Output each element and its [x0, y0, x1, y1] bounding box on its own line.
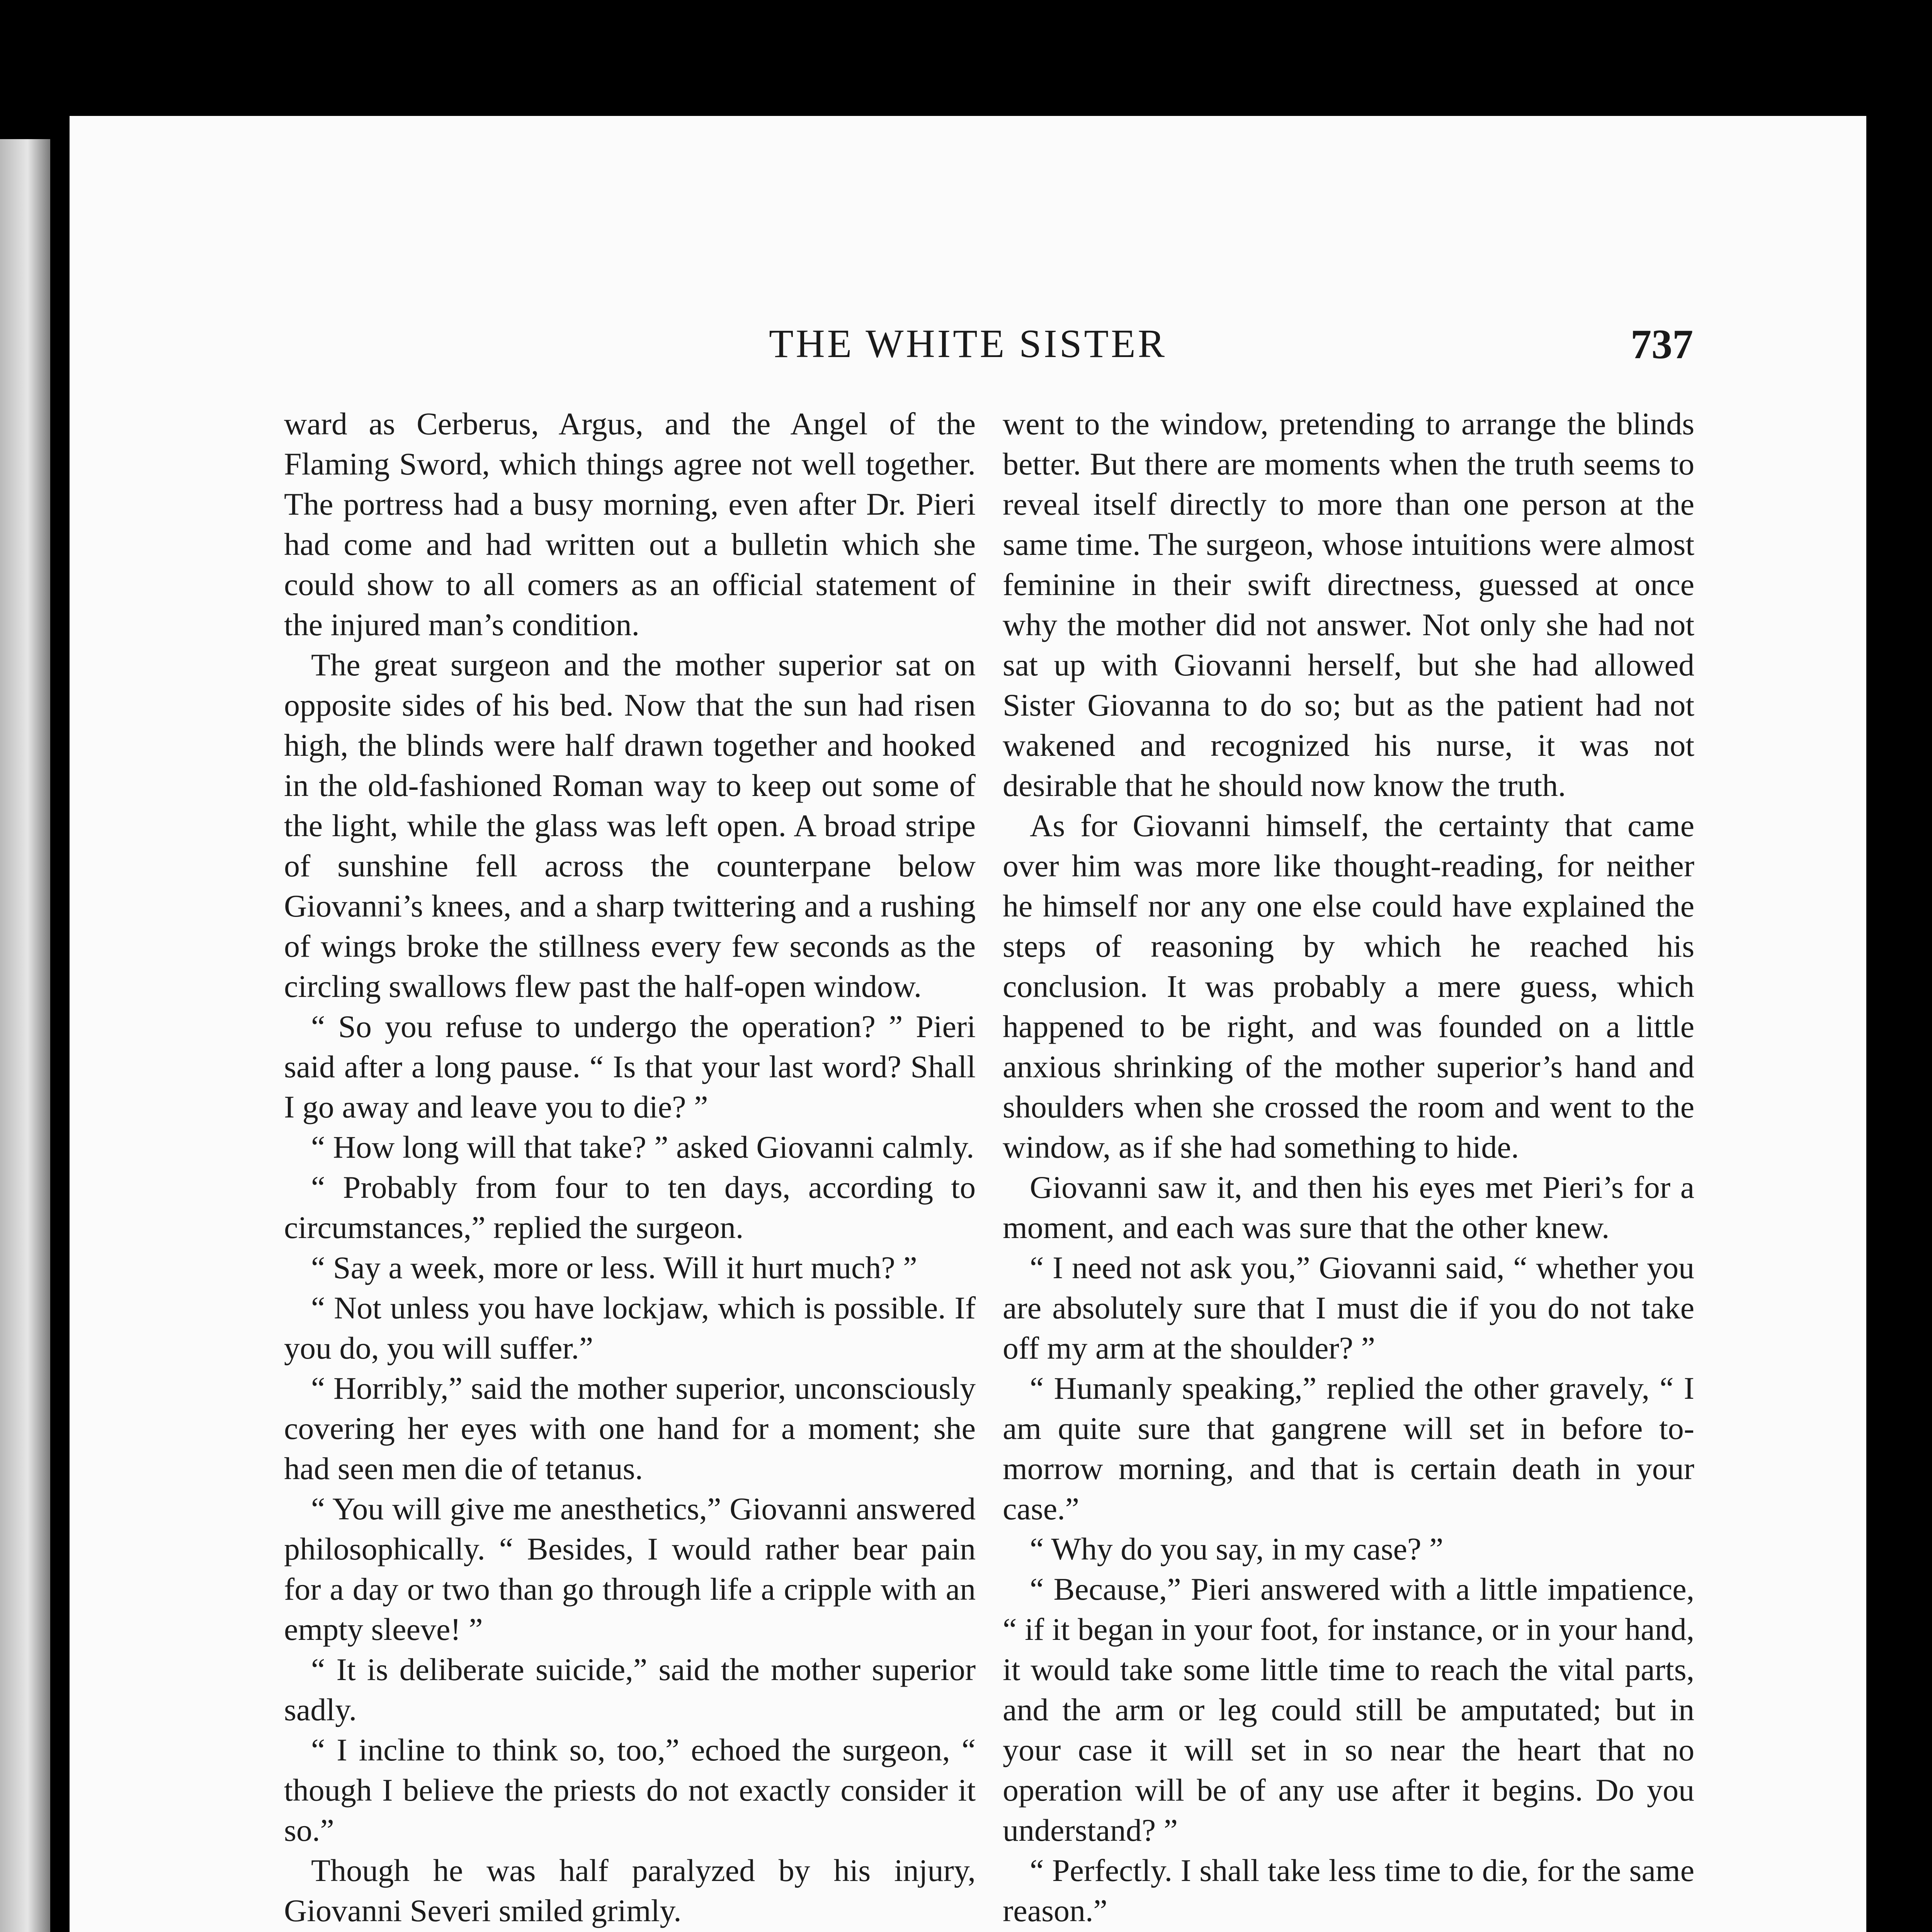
paragraph: “ Because,” Pieri answered with a little impatience, “ if it began in your foot, for instance, or in your hand, it would take some little time to reach the vital parts, and the arm or leg could still be amputated; but in your case it will set in so near the heart that no operation will be of any use after it begins. Do you understand? ”	[1003, 1571, 1694, 1848]
paragraph: “ So you refuse to undergo the operation? ” Pieri said after a long pause. “ Is that your last word? Shall I go away and leave you to die? ”	[284, 1009, 976, 1124]
paragraph: “ Not unless you have lockjaw, which is possible. If you do, you will suffer.”	[284, 1290, 976, 1366]
paragraph: went to the window, pretending to arrange the blinds better. But there are moments when the truth seems to reveal itself directly to more than one person at the same time. The surgeon, whose intuitions were almost feminine in their swift directness, guessed at once why the mother did not answer. Not only she had not sat up with Giovanni herself, but she had allowed Sister Giovanna to do so; but as the patient had not wakened and recognized his nurse, it was not desirable that he should now know the truth.	[1003, 406, 1694, 803]
paragraph: “ I need not ask you,” Giovanni said, “ whether you are absolutely sure that I must die if you do not take off my arm at the shoulder? ”	[1003, 1250, 1694, 1366]
paragraph: ward as Cerberus, Argus, and the Angel of the Flaming Sword, which things agree not well together. The portress had a busy morning, even after Dr. Pieri had come and had written out a bulletin which she could show to all comers as an official statement of the injured man’s condition.	[284, 406, 976, 642]
page-number: 737	[1631, 321, 1693, 367]
paragraph: “ Horribly,” said the mother superior, unconsciously covering her eyes with one hand for a moment; she had seen men die of tetanus.	[284, 1371, 976, 1486]
paragraph: “ Humanly speaking,” replied the other gravely, “ I am quite sure that gangrene will set in before to-morrow morning, and that is certain death in your case.”	[1003, 1371, 1694, 1526]
paragraph: “ Perfectly. I shall take less time to die, for the same reason.”	[1003, 1853, 1694, 1928]
left-column	[284, 404, 976, 1932]
paragraph: “ I incline to think so, too,” echoed the surgeon, “ though I believe the priests do not exactly consider it so.”	[284, 1732, 976, 1848]
paragraph: Though he was half paralyzed by his injury, Giovanni Severi smiled grimly.	[284, 1853, 976, 1928]
running-title: THE WHITE SISTER	[769, 321, 1167, 366]
paragraph: As for Giovanni himself, the certainty that came over him was more like thought-reading, for neither he himself nor any one else could have explained the steps of reasoning by which he reached his conclusion. It was probably a mere guess, which happened to be right, and was founded on a little anxious shrinking of the mother superior’s hand and shoulders when she crossed the room and went to the window, as if she had something to hide.	[1003, 808, 1694, 1165]
paragraph: Giovanni saw it, and then his eyes met Pieri’s for a moment, and each was sure that the other knew.	[1003, 1170, 1694, 1245]
running-head	[70, 321, 1866, 398]
book-page	[70, 116, 1866, 1932]
paragraph: “ It is deliberate suicide,” said the mother superior sadly.	[284, 1652, 976, 1727]
paragraph: “ Say a week, more or less. Will it hurt much? ”	[311, 1250, 917, 1285]
paragraph: “ Why do you say, in my case? ”	[1030, 1531, 1444, 1566]
paragraph: “ You will give me anesthetics,” Giovanni answered philosophically. “ Besides, I would rather bear pain for a day or two than go through life a cripple with an empty sleeve! ”	[284, 1491, 976, 1647]
right-column	[1003, 404, 1694, 1932]
paragraph: “ Probably from four to ten days, according to circumstances,” replied the surgeon.	[284, 1170, 976, 1245]
facing-page-edge	[0, 139, 50, 1932]
paragraph: The great surgeon and the mother superior sat on opposite sides of his bed. Now that the sun had risen high, the blinds were half drawn together and hooked in the old-fashioned Roman way to keep out some of the light, while the glass was left open. A broad stripe of sunshine fell across the counterpane below Giovanni’s knees, and a sharp twittering and a rushing of wings broke the stillness every few seconds as the circling swallows flew past the half-open window.	[284, 647, 976, 1004]
paragraph: “ How long will that take? ” asked Giovanni calmly.	[311, 1129, 975, 1165]
